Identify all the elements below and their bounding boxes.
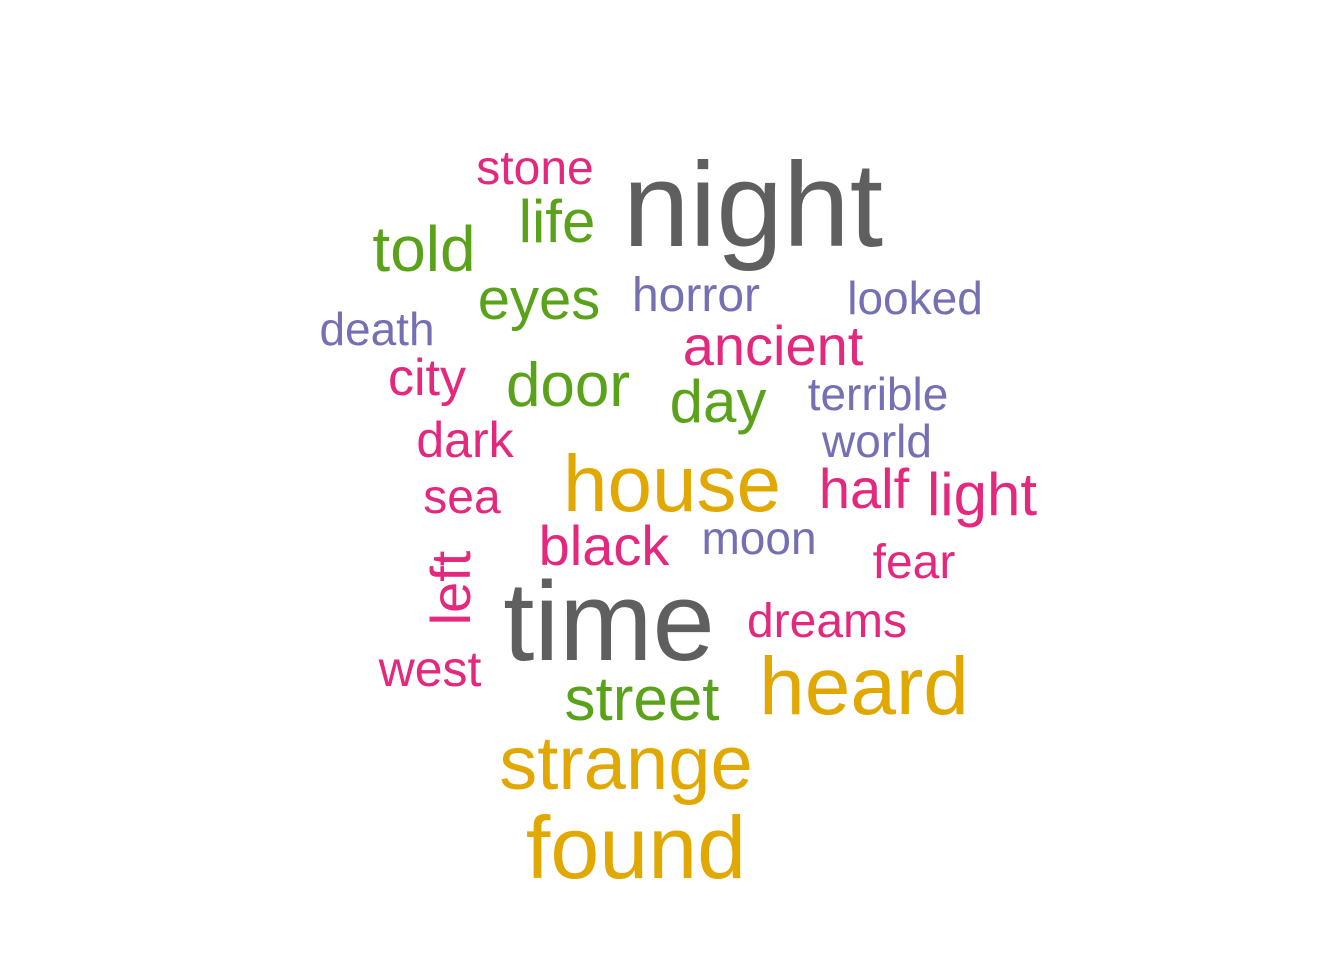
word-world: world xyxy=(822,415,932,467)
word-eyes: eyes xyxy=(477,267,601,332)
word-city: city xyxy=(388,349,466,407)
word-moon: moon xyxy=(701,512,817,564)
word-fear: fear xyxy=(872,536,956,589)
word-told: told xyxy=(372,213,476,285)
word-house: house xyxy=(563,439,781,528)
word-half: half xyxy=(818,457,910,520)
word-death: death xyxy=(319,303,435,355)
word-night: night xyxy=(622,138,884,272)
word-black: black xyxy=(538,514,670,577)
word-ancient: ancient xyxy=(682,314,864,377)
word-left: left xyxy=(419,550,482,626)
word-day: day xyxy=(669,368,767,435)
word-stone: stone xyxy=(476,142,594,195)
word-light: light xyxy=(926,461,1038,528)
word-street: street xyxy=(564,665,720,734)
word-door: door xyxy=(505,351,631,420)
word-found: found xyxy=(525,798,747,897)
word-looked: looked xyxy=(847,272,983,324)
word-west: west xyxy=(378,641,482,697)
word-sea: sea xyxy=(423,471,501,524)
word-terrible: terrible xyxy=(807,368,949,420)
word-dark: dark xyxy=(416,412,514,468)
word-strange: strange xyxy=(499,721,753,806)
word-dreams: dreams xyxy=(746,595,908,648)
word-horror: horror xyxy=(631,269,761,322)
word-life: life xyxy=(518,188,596,255)
word-heard: heard xyxy=(759,641,969,732)
word-time: time xyxy=(503,559,715,684)
